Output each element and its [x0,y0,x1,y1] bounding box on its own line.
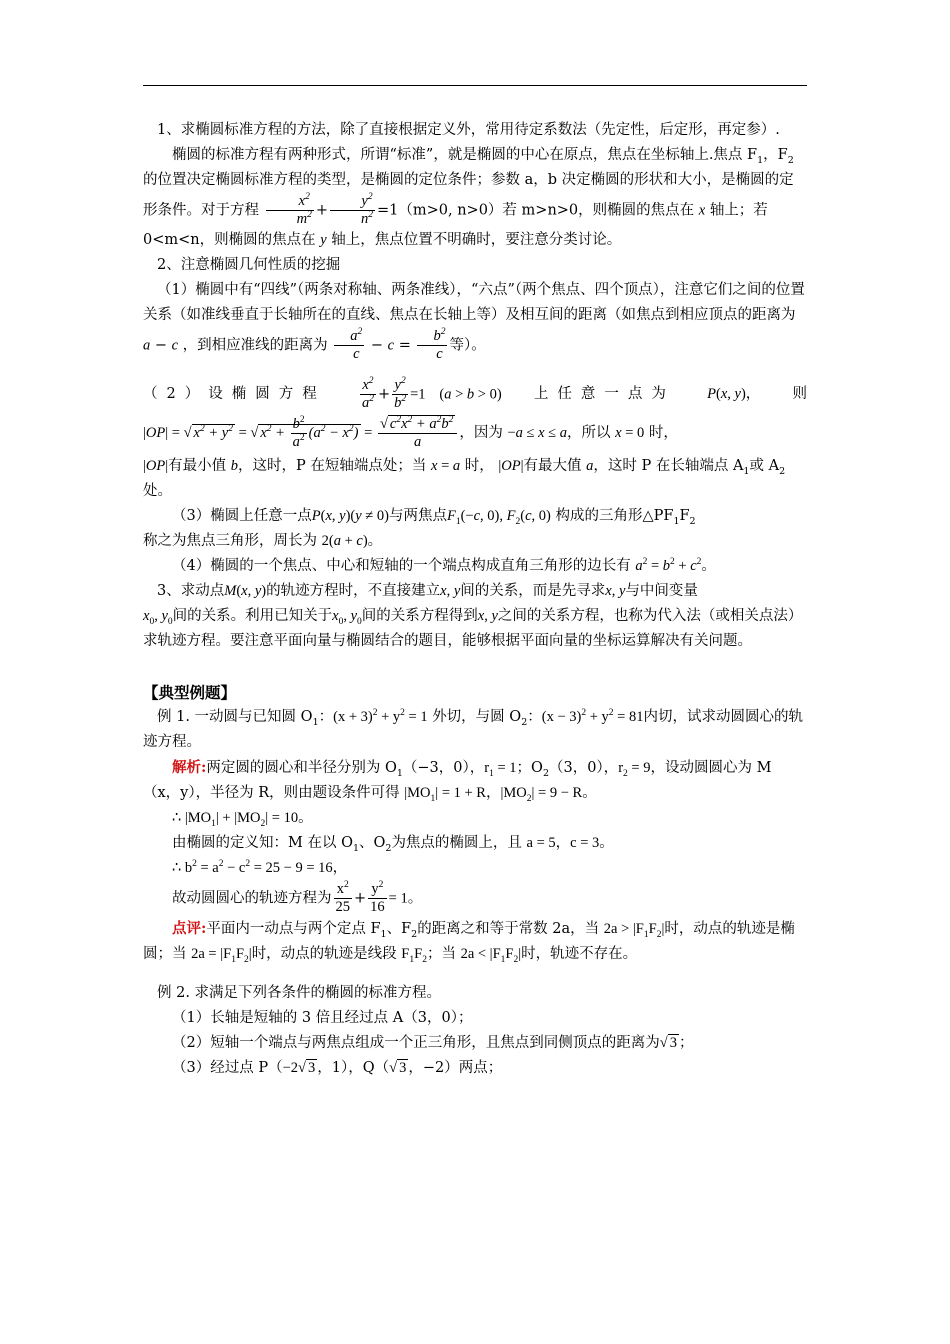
formula-b2-over-c: $\frac{b^2}{c}$ [417,328,447,363]
solution-step-result: 故动圆圆心的轨迹方程为 $\frac{x^2}{25}$ + $\frac{y^2}{16}$ = 1。 [172,880,423,915]
paragraph-ellipse-point: （2）设椭圆方程 $\frac{x^2}{a^2}$ + $\frac{y^2}{b^2}$ =1 (a > b > 0) 上任意一点为 P(x, y)， 则 [143,376,807,411]
example-2-item-3: （3）经过点 P（−2√ 3 ，1），Q（√ 3 ，−2）两点； [172,1060,503,1076]
formula-y2-b2: $\frac{y^2}{b^2}$ [394,376,407,411]
example-2-item-2: （2）短轴一个端点与两焦点组成一个正三角形，且焦点到同侧顶点的距离为√ 3 ； [172,1035,694,1051]
formula-a2-over-c: $\frac{a^2}{c}$ [334,328,364,363]
section-2-title: 2、注意椭圆几何性质的挖掘 [157,257,341,273]
formula-x2-m2: $\frac{x^2}{m^2}$ [266,193,314,228]
paragraph-standard-form: 椭圆的标准方程有两种形式，所谓“标准”，就是椭圆的中心在原点，焦点在坐标轴上.焦点 $F_1$，$F_2$的位置决定椭圆标准方程的类型，是椭圆的定位条件；参数 a，b 决定椭圆的形状和大小，是椭圆的定形条件。对于方程 $\frac{x^2}{m^2}$ + $\frac{y^2}{n^2}$ =1（m>0, n>0）若 m>n>0，则椭圆的焦点在 x 轴上；若 0<m<n，则椭圆的焦点在 y 轴上，焦点位置不明确时，要注意分类讨论。 [143,147,794,248]
example-1-statement: 例 1. 一动圆与已知圆 $O_1$：$(x + 3)^2 + y^2 = 1$ 外切，与圆 $O_2$：$(x - 3)^2 + y^2 = 81$内切，试求动圆圆心的轨迹方程。 [143,708,803,750]
solution-step-sum: ∴ $|MO_1| + |MO_2| = 10$。 [172,810,313,829]
section-heading-examples: 【典型例题】 [143,683,237,702]
example-2-item-1: （1）长轴是短轴的 3 倍且经过点 A（3，0）； [172,1010,473,1026]
paragraph-focal-perimeter: 称之为焦点三角形，周长为 2(a + c)。 [143,533,383,549]
example-1-comment: 点评:平面内一动点与两个定点 $F_1$、$F_2$的距离之和等于常数 2a，当 $2a > |F_1F_2|$时，动点的轨迹是椭圆；当 $2a = |F_1F_2|$时，动点的轨迹是线段 $F_1F_2$；当 $2a < |F_1F_2|$时，轨迹不存在。 [143,920,795,965]
paragraph-op-extremes: |OP|有最小值 b，这时，P 在短轴端点处；当 x = a 时， |OP|有最大值 a，这时 P 在长轴端点 $A_1$或 $A_2$处。 [143,458,786,499]
paragraph-four-lines: （1）椭圆中有“四线”（两条对称轴、两条准线），“六点”（两个焦点、四个顶点），注意它们之间的位置关系（如准线垂直于长轴所在的直线、焦点在长轴上等）及相互间的距离（如焦点到相应顶点的距离为 a − c ，到相应准线的距离为 $\frac{a^2}{c}$ − c = $\frac{b^2}{c}$ 等）。 [143,282,805,362]
solution-step-definition: 由椭圆的定义知：M 在以 $O_1$、$O_2$为焦点的椭圆上，且 a = 5，c = 3。 [172,835,614,854]
paragraph-focal-triangle: （3）椭圆上任意一点P(x, y)(y ≠ 0)与两焦点$F_1(-c$, 0), $F_2(c$, 0) 构成的三角形$\triangle PF_1F_2$ [172,508,696,527]
formula-y2-n2: $\frac{y^2}{n^2}$ [330,193,375,228]
formula-x2-a2: $\frac{x^2}{a^2}$ [361,376,374,411]
paragraph-method: 1、求椭圆标准方程的方法，除了直接根据定义外，常用待定系数法（先定性，后定形，再定参）. [157,122,780,138]
header-rule [143,85,807,86]
paragraph-right-triangle: （4）椭圆的一个焦点、中心和短轴的一个端点构成直角三角形的边长有 $a^2 = b^2 + c^2$。 [172,557,716,574]
solution-step-b-squared: ∴ $b^2 = a^2 - c^2 = 25 - 9 = 16$， [172,859,348,876]
document-body [143,118,807,1081]
paragraph-substitution-method: 3、求动点M(x, y)的轨迹方程时，不直接建立x, y间的关系，而是先寻求x, y与中间变量 $x_0$, $y_0$间的关系。利用已知关于$x_0$, $y_0$间的关系方程得到x, y之间的关系方程，也称为代入法（或相关点法）求轨迹方程。要注意平面向量与椭圆结合的题目，能够根据平面向量的坐标运算解决有关问题。 [143,583,803,649]
formula-x2-25: $\frac{x^2}{25}$ [335,880,350,915]
formula-y2-16: $\frac{y^2}{16}$ [370,880,385,915]
formula-op-distance: |OP| = √ $x^2 + y^2$ = √ $x^2$ + $\frac{b^2}{a^2}$ $(a^2 - x^2)$ = $\frac{√ c^2x^2 + a^2b^2}{a}$ ，因为 −a ≤ x ≤ a，所以 x = 0 时， [143,415,678,451]
example-1-solution: 解析:两定圆的圆心和半径分别为 $O_1(-3$，0），$r_1 = 1$；$O_2(3$，0），$r_2 = 9$，设动圆圆心为 M（x，y），半径为 R，则由题设条件可得 $|MO_1| = 1 + R$，$|MO_2| = 9 - R$。 [143,759,772,804]
example-2-statement: 例 2. 求满足下列各条件的椭圆的标准方程。 [157,985,442,1001]
